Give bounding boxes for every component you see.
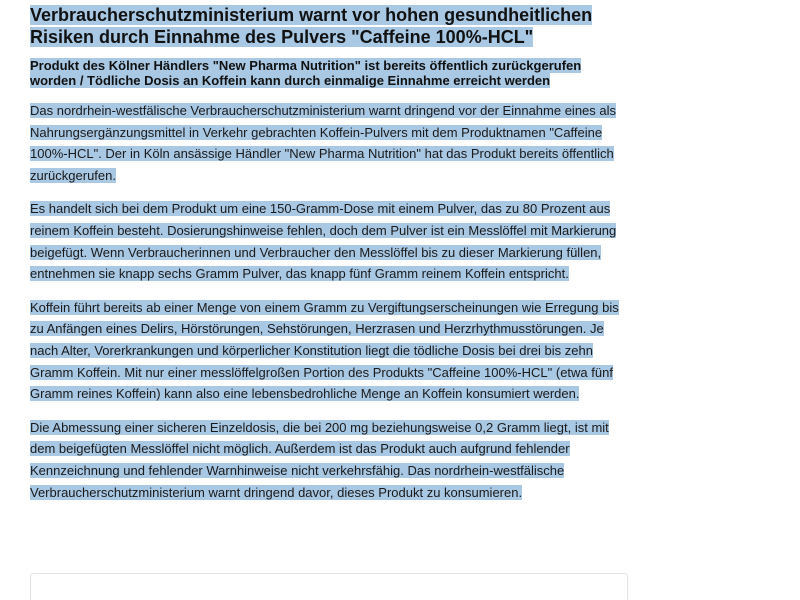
article-subtitle-text: Produkt des Kölner Händlers "New Pharma Nutrition" ist bereits öffentlich zurückgerufen worden / Tödliche Dosis an Koffein kann durch einmalige Einnahme erreicht werden: [30, 58, 582, 88]
article: [30, 0, 630, 515]
paragraph-4-text: Die Abmessung einer sicheren Einzeldosis, die bei 200 mg beziehungsweise 0,2 Gramm liegt, ist mit dem beigefügten Messlöffel nicht möglich. Außerdem ist das Produkt auch aufgrund fehlender Kennzeichnung und fehlender Warnhinweise nicht verkehrsfähig. Das nordrhein-westfälische Verbraucherschutzministerium warnt dringend davor, dieses Produkt zu konsumieren.: [30, 419, 609, 500]
date-wrap: [30, 0, 630, 4]
paragraph-4: [30, 417, 630, 503]
article-subtitle: [30, 58, 630, 88]
paragraph-2: [30, 198, 630, 284]
article-title: [30, 4, 630, 48]
article-title-text: Verbraucherschutzministerium warnt vor hohen gesundheitlichen Risiken durch Einnahme des Pulvers "Caffeine 100%-HCL": [30, 5, 593, 47]
paragraph-3: [30, 297, 630, 405]
paragraph-1: [30, 100, 630, 186]
paragraph-2-text: Es handelt sich bei dem Produkt um eine 150-Gramm-Dose mit einem Pulver, das zu 80 Prozent aus reinem Koffein besteht. Dosierungshinweise fehlen, doch dem Pulver ist ein Messlöffel mit Markierung beigefügt. Wenn Verbraucherinnen und Verbraucher den Messlöffel bis zu dieser Markierung füllen, entnehmen sie knapp sechs Gramm Pulver, das knapp fünf Gramm reinem Koffein entspricht.: [30, 201, 617, 282]
content-box: [30, 573, 628, 600]
paragraph-3-text: Koffein führt bereits ab einer Menge von einem Gramm zu Vergiftungserscheinungen wie Erregung bis zu Anfängen eines Delirs, Hörstörungen, Sehstörungen, Herzrasen und Herzrhythmusstörungen. Je nach Alter, Vorerkrankungen und körperlicher Konstitution liegt die tödliche Dosis bei drei bis zehn Gramm Koffein. Mit nur einer messlöffelgroßen Portion des Produkts "Caffeine 100%-HCL" (etwa fünf Gramm reines Koffein) kann also eine lebensbedrohliche Menge an Koffein konsumiert werden.: [30, 299, 619, 402]
paragraph-1-text: Das nordrhein-westfälische Verbraucherschutzministerium warnt dringend vor der Einnahme eines als Nahrungsergänzungsmittel in Verkehr gebrachten Koffein-Pulvers mit dem Produktnamen "Caffeine 100%-HCL". Der in Köln ansässige Händler "New Pharma Nutrition" hat das Produkt bereits öffentlich zurückgerufen.: [30, 103, 617, 183]
